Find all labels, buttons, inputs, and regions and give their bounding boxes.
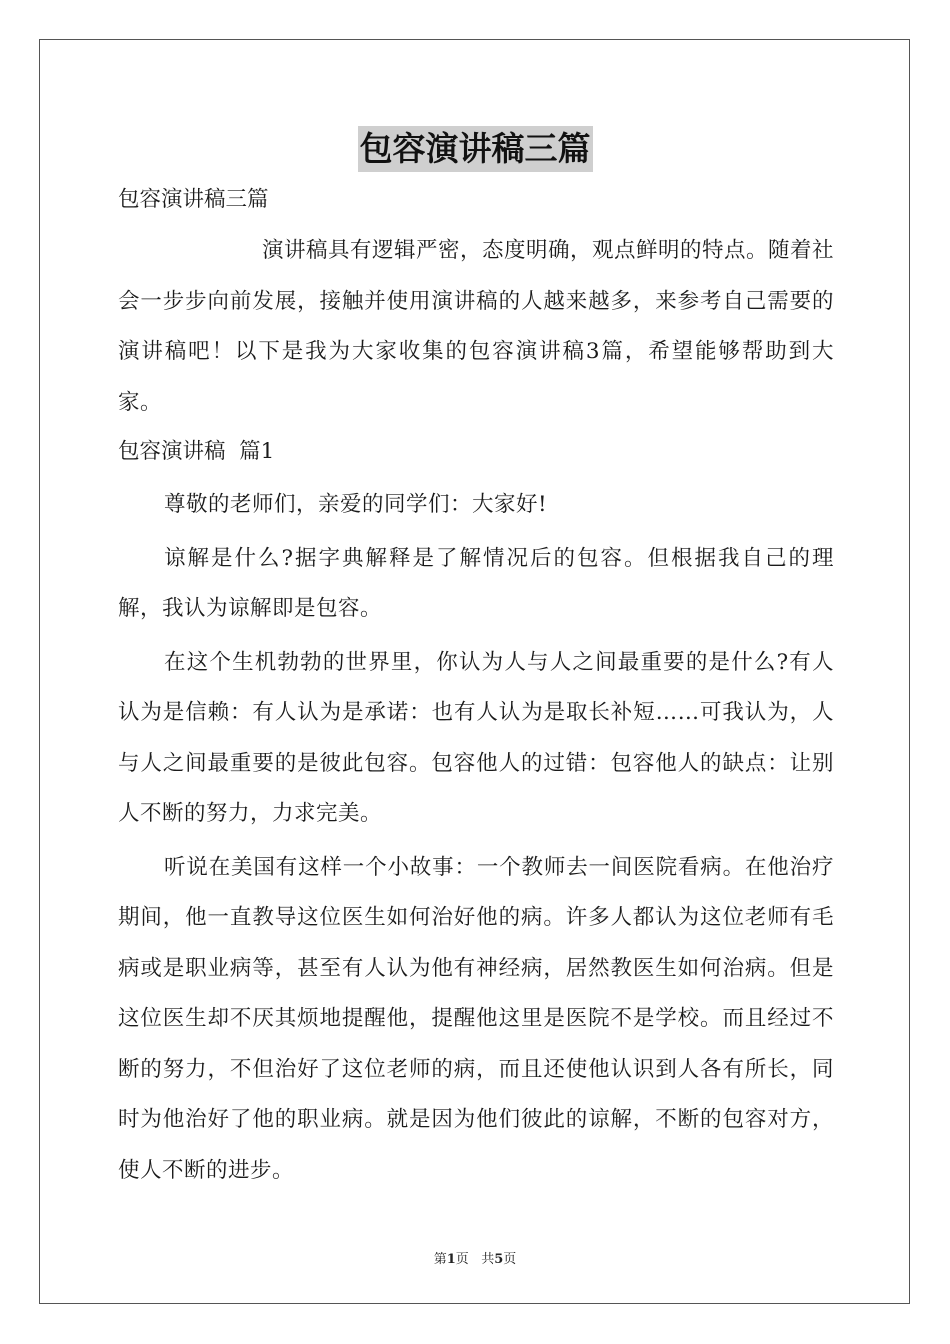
page-footer [0,1248,950,1267]
footer-total-suffix: 页 [503,1252,517,1267]
intro-paragraph: 演讲稿具有逻辑严密，态度明确，观点鲜明的特点。随着社会一步步向前发展，接触并使用演讲稿的人越来越多，来参考自己需要的演讲稿吧！以下是我为大家收集的包容演讲稿3篇，希望能够帮助到大家。 [118,238,835,415]
document-title: 包容演讲稿三篇 [358,126,593,172]
document-body [118,176,834,1196]
footer-page-current: 1 [446,1252,456,1267]
body-paragraph-2: 在这个生机勃勃的世界里，你认为人与人之间最重要的是什么?有人认为是信赖：有人认为是承诺：也有人认为是取长补短……可我认为，人与人之间最重要的是彼此包容。包容他人的过错：包容他人的缺点：让别人不断的努力，力求完美。 [118,649,834,826]
document-subtitle: 包容演讲稿三篇 [118,187,269,212]
footer-page-total: 5 [494,1252,504,1267]
footer-page-suffix: 页 [455,1252,469,1267]
footer-total-prefix: 共 [481,1252,495,1267]
body-paragraph-greeting: 尊敬的老师们，亲爱的同学们：大家好! [164,492,548,517]
body-paragraph-3: 听说在美国有这样一个小故事：一个教师去一间医院看病。在他治疗期间，他一直教导这位医生如何治好他的病。许多人都认为这位老师有毛病或是职业病等，甚至有人认为他有神经病，居然教医生如何治病。但是这位医生却不厌其烦地提醒他，提醒他这里是医院不是学校。而且经过不断的努力，不但治好了这位老师的病，而且还使他认识到人各有所长，同时为他治好了他的职业病。就是因为他们彼此的谅解，不断的包容对方，使人不断的进步。 [118,854,834,1183]
title-container [0,126,950,172]
section-heading: 包容演讲稿 篇1 [118,439,275,464]
body-paragraph-1: 谅解是什么?据字典解释是了解情况后的包容。但根据我自己的理解，我认为谅解即是包容。 [118,545,834,621]
footer-page-prefix: 第 [433,1252,447,1267]
